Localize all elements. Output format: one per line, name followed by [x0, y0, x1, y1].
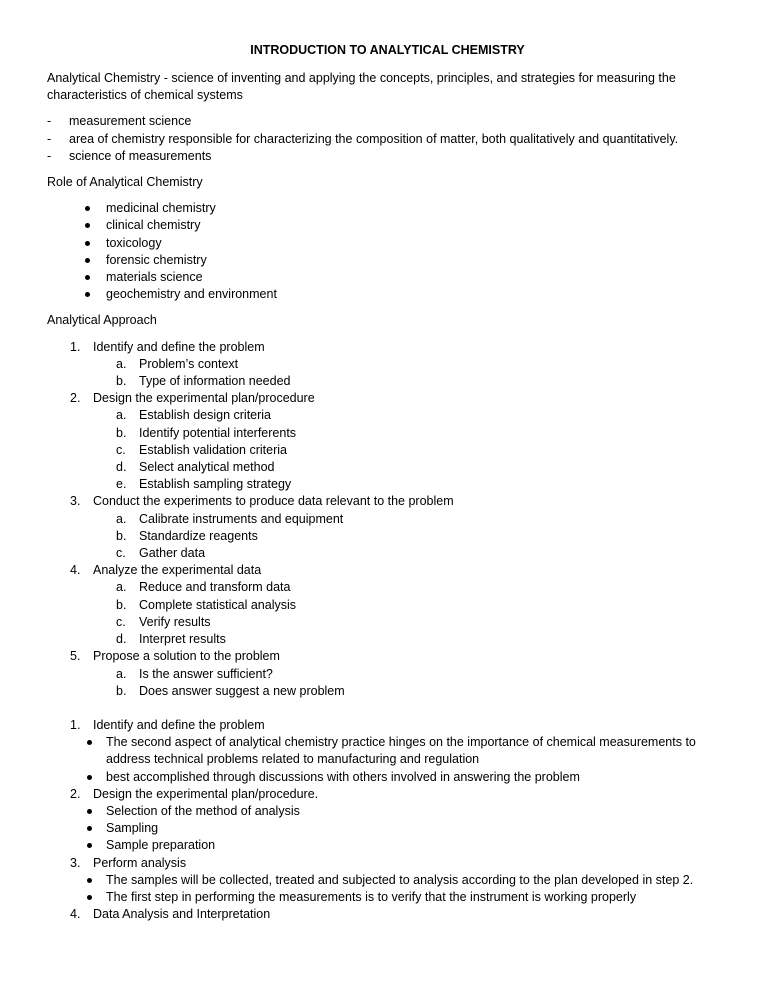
substep-letter: a.	[116, 511, 127, 526]
dash-item: - area of chemistry responsible for characterizing the composition of matter, both qualitatively and quantitatively.	[47, 131, 728, 148]
substep-text: Standardize reagents	[139, 528, 258, 543]
detail-bullet: The samples will be collected, treated and subjected to analysis according to the plan developed in step 2.	[93, 872, 728, 889]
definition-dash-list	[47, 113, 728, 165]
detail-bullet: Sample preparation	[93, 837, 728, 854]
approach-step	[47, 648, 728, 700]
detail-bullet-list	[93, 734, 728, 786]
role-item: medicinal chemistry	[47, 200, 728, 217]
substep-item	[93, 373, 728, 390]
substep-list	[93, 579, 728, 648]
substep-letter: b.	[116, 528, 127, 543]
role-heading: Role of Analytical Chemistry	[47, 175, 203, 190]
substep-letter: c.	[116, 614, 126, 629]
step-number: 4.	[70, 563, 81, 578]
step-label: Perform analysis	[93, 855, 187, 870]
substep-letter: d.	[116, 460, 127, 475]
substep-item	[93, 597, 728, 614]
step-number: 2.	[70, 786, 81, 801]
substep-text: Does answer suggest a new problem	[139, 683, 345, 698]
substep-letter: e.	[116, 477, 127, 492]
approach-step	[47, 562, 728, 648]
substep-item	[93, 683, 728, 700]
detail-bullet: Selection of the method of analysis	[93, 803, 728, 820]
role-item: geochemistry and environment	[47, 286, 728, 303]
document-title: INTRODUCTION TO ANALYTICAL CHEMISTRY	[250, 43, 525, 57]
substep-list	[93, 511, 728, 563]
step-label: Identify and define the problem	[93, 339, 265, 354]
substep-text: Type of information needed	[139, 374, 291, 389]
substep-letter: b.	[116, 374, 127, 389]
approach-heading: Analytical Approach	[47, 313, 157, 328]
substep-item	[93, 476, 728, 493]
step-number: 1.	[70, 339, 81, 354]
detail-bullet-list	[93, 872, 728, 906]
substep-item	[93, 579, 728, 596]
substep-item	[93, 528, 728, 545]
definition-paragraph: Analytical Chemistry - science of inventing and applying the concepts, principles, and strategies for measuring the characteristics of chemical systems	[47, 71, 676, 103]
substep-text: Is the answer sufficient?	[139, 666, 273, 681]
substep-list	[93, 356, 728, 390]
substep-item	[93, 425, 728, 442]
step-number: 3.	[70, 494, 81, 509]
detail-bullet: The first step in performing the measurements is to verify that the instrument is working properly	[93, 889, 728, 906]
role-item: toxicology	[47, 235, 728, 252]
substep-letter: a.	[116, 580, 127, 595]
substep-item	[93, 545, 728, 562]
detail-step	[47, 855, 728, 907]
detail-bullet-list	[93, 803, 728, 855]
substep-list	[93, 666, 728, 700]
step-label: Conduct the experiments to produce data relevant to the problem	[93, 494, 454, 509]
substep-item	[93, 459, 728, 476]
approach-step	[47, 339, 728, 391]
step-number: 4.	[70, 907, 81, 922]
step-label: Analyze the experimental data	[93, 563, 262, 578]
substep-text: Select analytical method	[139, 460, 275, 475]
step-number: 2.	[70, 391, 81, 406]
substep-letter: a.	[116, 356, 127, 371]
substep-item	[93, 614, 728, 631]
detail-bullet: Sampling	[93, 820, 728, 837]
step-label: Propose a solution to the problem	[93, 649, 280, 664]
step-number: 3.	[70, 855, 81, 870]
substep-letter: c.	[116, 442, 126, 457]
detail-bullet: best accomplished through discussions with others involved in answering the problem	[93, 769, 728, 786]
substep-letter: a.	[116, 666, 127, 681]
substep-item	[93, 511, 728, 528]
role-item: materials science	[47, 269, 728, 286]
step-label: Design the experimental plan/procedure	[93, 391, 315, 406]
substep-item	[93, 407, 728, 424]
substep-text: Problem’s context	[139, 356, 239, 371]
substep-item	[93, 631, 728, 648]
substep-letter: a.	[116, 408, 127, 423]
substep-text: Establish design criteria	[139, 408, 272, 423]
substep-text: Verify results	[139, 614, 211, 629]
step-label: Identify and define the problem	[93, 717, 265, 732]
detail-steps-list	[47, 717, 728, 923]
detail-bullet: The second aspect of analytical chemistry practice hinges on the importance of chemical measurements to address technical problems related to manufacturing and regulation	[93, 734, 728, 768]
substep-text: Identify potential interferents	[139, 425, 297, 440]
substep-text: Establish validation criteria	[139, 442, 287, 457]
step-label: Design the experimental plan/procedure.	[93, 786, 319, 801]
role-item: clinical chemistry	[47, 217, 728, 234]
role-item: forensic chemistry	[47, 252, 728, 269]
substep-text: Establish sampling strategy	[139, 477, 292, 492]
dash-item: - measurement science	[47, 113, 728, 130]
dash-item: - science of measurements	[47, 148, 728, 165]
step-number: 1.	[70, 717, 81, 732]
substep-item	[93, 666, 728, 683]
substep-list	[93, 407, 728, 493]
detail-step	[47, 786, 728, 855]
substep-letter: d.	[116, 632, 127, 647]
substep-letter: b.	[116, 425, 127, 440]
step-label: Data Analysis and Interpretation	[93, 907, 271, 922]
substep-letter: b.	[116, 683, 127, 698]
approach-step	[47, 493, 728, 562]
substep-text: Reduce and transform data	[139, 580, 291, 595]
substep-text: Interpret results	[139, 632, 226, 647]
step-number: 5.	[70, 649, 81, 664]
substep-text: Calibrate instruments and equipment	[139, 511, 344, 526]
substep-letter: b.	[116, 597, 127, 612]
detail-step	[47, 717, 728, 786]
approach-steps-list	[47, 339, 728, 700]
substep-item	[93, 356, 728, 373]
substep-item	[93, 442, 728, 459]
detail-step	[47, 906, 728, 923]
substep-text: Complete statistical analysis	[139, 597, 297, 612]
approach-step	[47, 390, 728, 493]
substep-letter: c.	[116, 546, 126, 561]
substep-text: Gather data	[139, 546, 206, 561]
role-list	[47, 200, 728, 303]
